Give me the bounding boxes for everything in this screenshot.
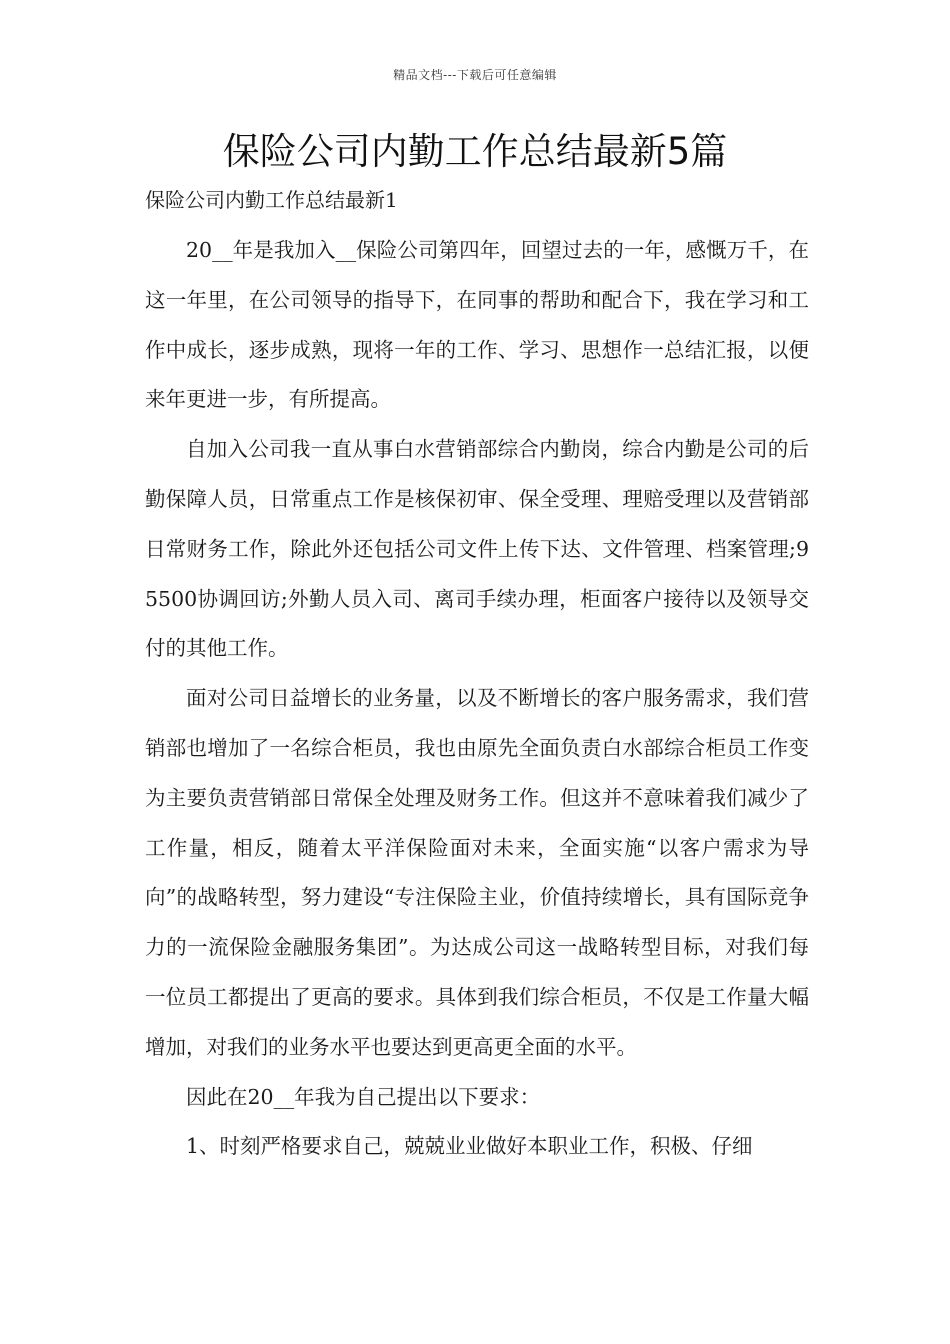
paragraph: 面对公司日益增长的业务量，以及不断增长的客户服务需求，我们营销部也增加了一名综合柜员，我也由原先全面负责白水部综合柜员工作变为主要负责营销部日常保全处理及财务工作。但这并不意味着我们减少了工作量，相反，随着太平洋保险面对未来，全面实施“以客户需求为导向”的战略转型，努力建设“专注保险主业，价值持续增长，具有国际竞争力的一流保险金融服务集团”。为达成公司这一战略转型目标，对我们每一位员工都提出了更高的要求。具体到我们综合柜员，不仅是工作量大幅增加，对我们的业务水平也要达到更高更全面的水平。	[145, 686, 809, 1059]
document-body	[145, 226, 809, 1172]
paragraph: 20__年是我加入__保险公司第四年，回望过去的一年，感慨万千，在这一年里，在公司领导的指导下，在同事的帮助和配合下，我在学习和工作中成长，逐步成熟，现将一年的工作、学习、思想作一总结汇报，以便来年更进一步，有所提高。	[145, 238, 809, 412]
paragraph: 1、时刻严格要求自己，兢兢业业做好本职业工作，积极、仔细	[186, 1134, 753, 1159]
paragraph: 自加入公司我一直从事白水营销部综合内勤岗，综合内勤是公司的后勤保障人员，日常重点工作是核保初审、保全受理、理赔受理以及营销部日常财务工作，除此外还包括公司文件上传下达、文件管理、档案管理;95500协调回访;外勤人员入司、离司手续办理，柜面客户接待以及领导交付的其他工作。	[145, 437, 809, 661]
section-heading: 保险公司内勤工作总结最新1	[145, 188, 398, 212]
page-header-note: 精品文档---下载后可任意编辑	[393, 68, 557, 82]
paragraph: 因此在20__年我为自己提出以下要求：	[186, 1084, 541, 1109]
document-title: 保险公司内勤工作总结最新5篇	[222, 130, 728, 173]
